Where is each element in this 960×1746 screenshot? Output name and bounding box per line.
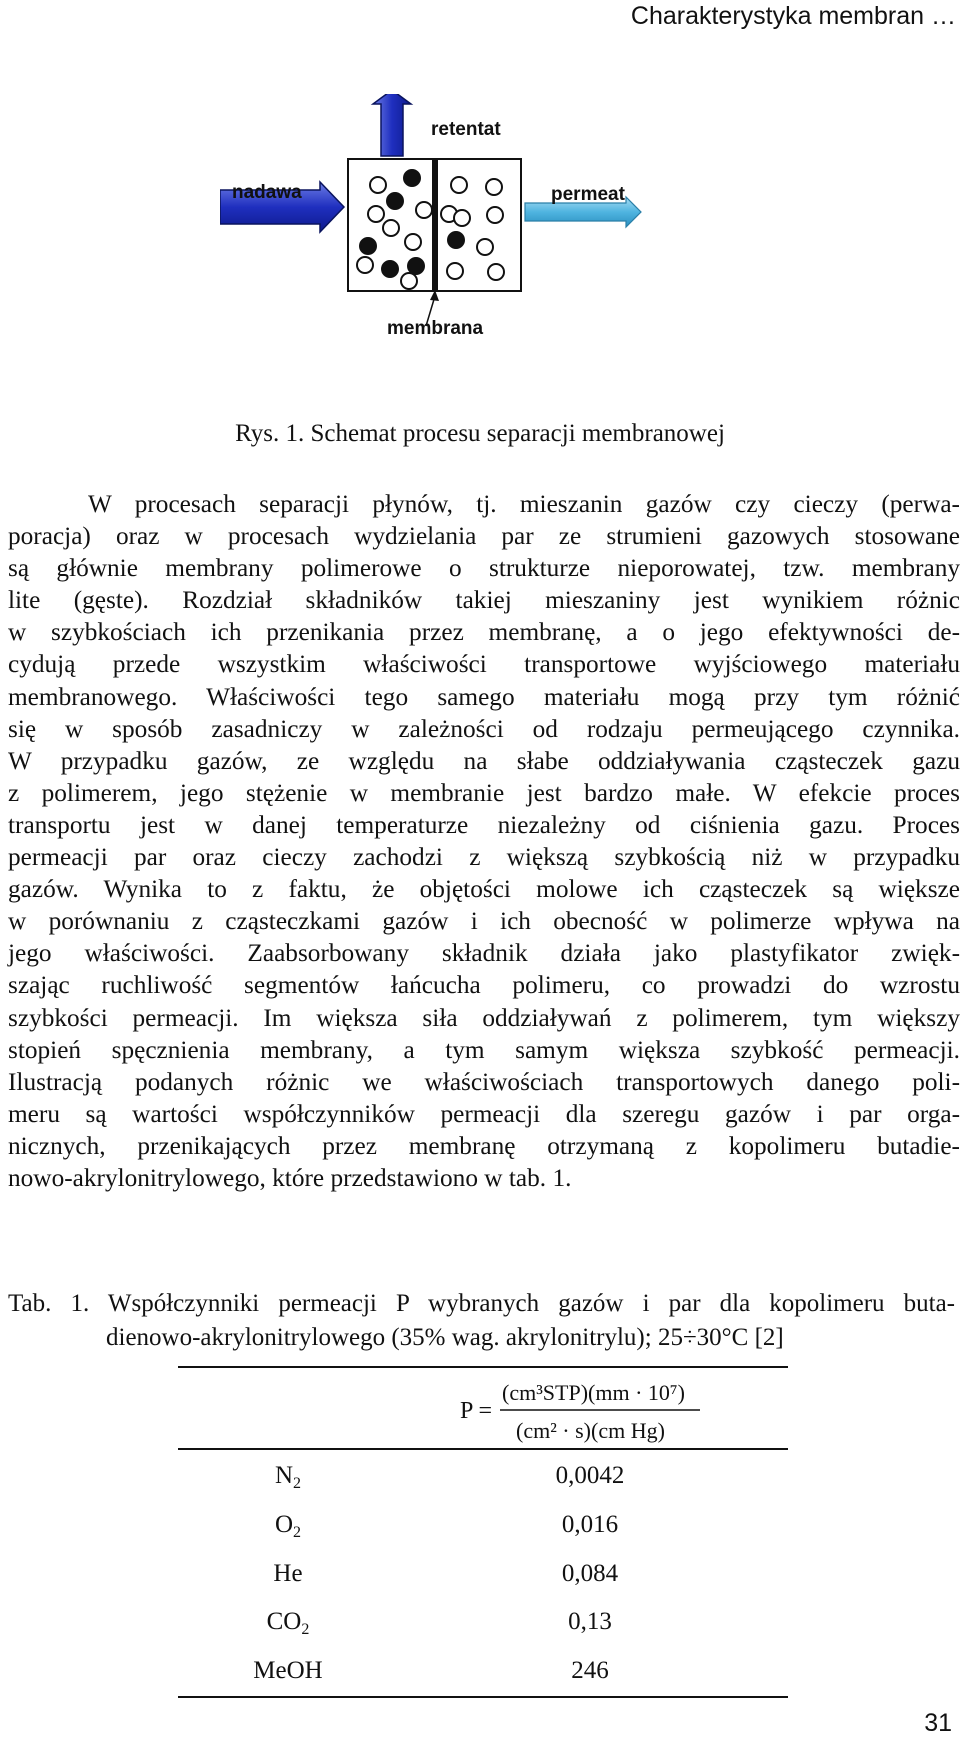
- paragraph-line: nowo-akrylonitrylowego, które przedstawiono w tab. 1.: [8, 1163, 572, 1192]
- paragraph-line: jego właściwości. Zaabsorbowany składnik działa jako plastyfikator zwięk-: [8, 939, 960, 968]
- table-row-name: MeOH: [253, 1657, 323, 1684]
- table-row-name: $O_2$: [274, 1511, 302, 1541]
- table-row-name: $CO_2$: [266, 1608, 310, 1638]
- paragraph-line: permeacji par oraz cieczy zachodzi z większą szybkością niż w przypadku: [8, 843, 960, 872]
- table-row-value: 0,016: [561, 1511, 619, 1538]
- paragraph-line: nicznych, przenikających przez membranę otrzymaną z kopolimeru butadie-: [8, 1131, 960, 1160]
- paragraph-line: gazów. Wynika to z faktu, że objętości molowe ich cząsteczek są większe: [8, 875, 960, 904]
- running-header: Charakterystyka membran …: [630, 2, 956, 30]
- table-row-name: $N_2$: [274, 1462, 302, 1492]
- table-caption-line1: Tab. 1. Współczynniki permeacji P wybranych gazów i par dla kopolimeru buta-: [8, 1290, 955, 1317]
- paragraph-line: w porównaniu z cząsteczkami gazów i ich obecność w polimerze wpływa na: [8, 907, 960, 936]
- paragraph-line: membranowego. Właściwości tego samego materiału mogą przy tym różnić: [8, 682, 960, 711]
- label-retentate: retentat: [431, 119, 501, 140]
- paragraph-line: są głównie membrany polimerowe o strukturze nieporowatej, tzw. membrany: [8, 554, 960, 583]
- paragraph-line: poracja) oraz w procesach wydzielania par ze strumieni gazowych stosowane: [8, 522, 960, 551]
- permeability-unit-formula: [460, 1376, 740, 1446]
- paragraph-line: W procesach separacji płynów, tj. mieszanin gazów czy cieczy (perwa-: [88, 490, 960, 518]
- table-row-value: 0,084: [561, 1560, 619, 1587]
- paragraph-line: transportu jest w danej temperaturze niezależny od ciśnienia gazu. Proces: [8, 810, 960, 839]
- paragraph-line: się w sposób zasadniczy w zależności od rodzaju permeującego czynnika.: [8, 714, 960, 743]
- table-row-value: 0,0042: [555, 1462, 625, 1489]
- paragraph-line: szybkości permeacji. Im większa siła oddziaływań z polimerem, tym większy: [8, 1003, 960, 1032]
- page-number: 31: [924, 1709, 952, 1737]
- label-feed: nadawa: [232, 182, 302, 203]
- paragraph-line: Ilustracją podanych różnic we właściwościach transportowych danego poli-: [8, 1067, 960, 1096]
- paragraph-line: z polimerem, jego stężenie w membranie jest bardzo małe. W efekcie proces: [8, 778, 960, 807]
- table-caption: [8, 1287, 955, 1355]
- label-permeate: permeat: [551, 184, 625, 205]
- table-caption-line2: dienowo-akrylonitrylowego (35% wag. akrylonitrylu); 25÷30°C [2]: [106, 1324, 784, 1351]
- paragraph-line: szając ruchliwość segmentów łańcucha polimeru, co prowadzi do wzrostu: [8, 971, 960, 1000]
- table-top-rule: [178, 1366, 788, 1368]
- paragraph-line: lite (gęste). Rozdział składników takiej mieszaniny jest wynikiem różnic: [8, 586, 960, 615]
- table-header-rule: [178, 1448, 788, 1450]
- svg-text:(cm³STP)(mm · 10⁷): (cm³STP)(mm · 10⁷): [502, 1380, 685, 1405]
- table-row-name: He: [273, 1560, 303, 1587]
- svg-text:(cm² · s)(cm Hg): (cm² · s)(cm Hg): [516, 1418, 665, 1443]
- figure-caption: Rys. 1. Schemat procesu separacji membranowej: [235, 420, 725, 447]
- label-membrane: membrana: [387, 318, 484, 339]
- retentate-arrow: [373, 94, 411, 156]
- table-row-value: 0,13: [568, 1608, 612, 1635]
- svg-text:P =: P =: [460, 1398, 492, 1424]
- table-bottom-rule: [178, 1696, 788, 1698]
- paragraph-line: w szybkościach ich przenikania przez membranę, a o jego efektywności de-: [8, 618, 960, 647]
- membrane-separation-diagram: [220, 94, 740, 384]
- paragraph-line: stopień spęcznienia membrany, a tym samym większa szybkość permeacji.: [8, 1035, 960, 1064]
- paragraph-line: meru są wartości współczynników permeacji dla szeregu gazów i par orga-: [8, 1099, 960, 1128]
- table-row-value: 246: [571, 1657, 609, 1684]
- body-paragraph: [8, 488, 960, 1194]
- paragraph-line: cydują przede wszystkim właściwości transportowe wyjściowego materiału: [8, 650, 960, 679]
- paragraph-line: W przypadku gazów, ze względu na słabe oddziaływania cząsteczek gazu: [8, 746, 960, 775]
